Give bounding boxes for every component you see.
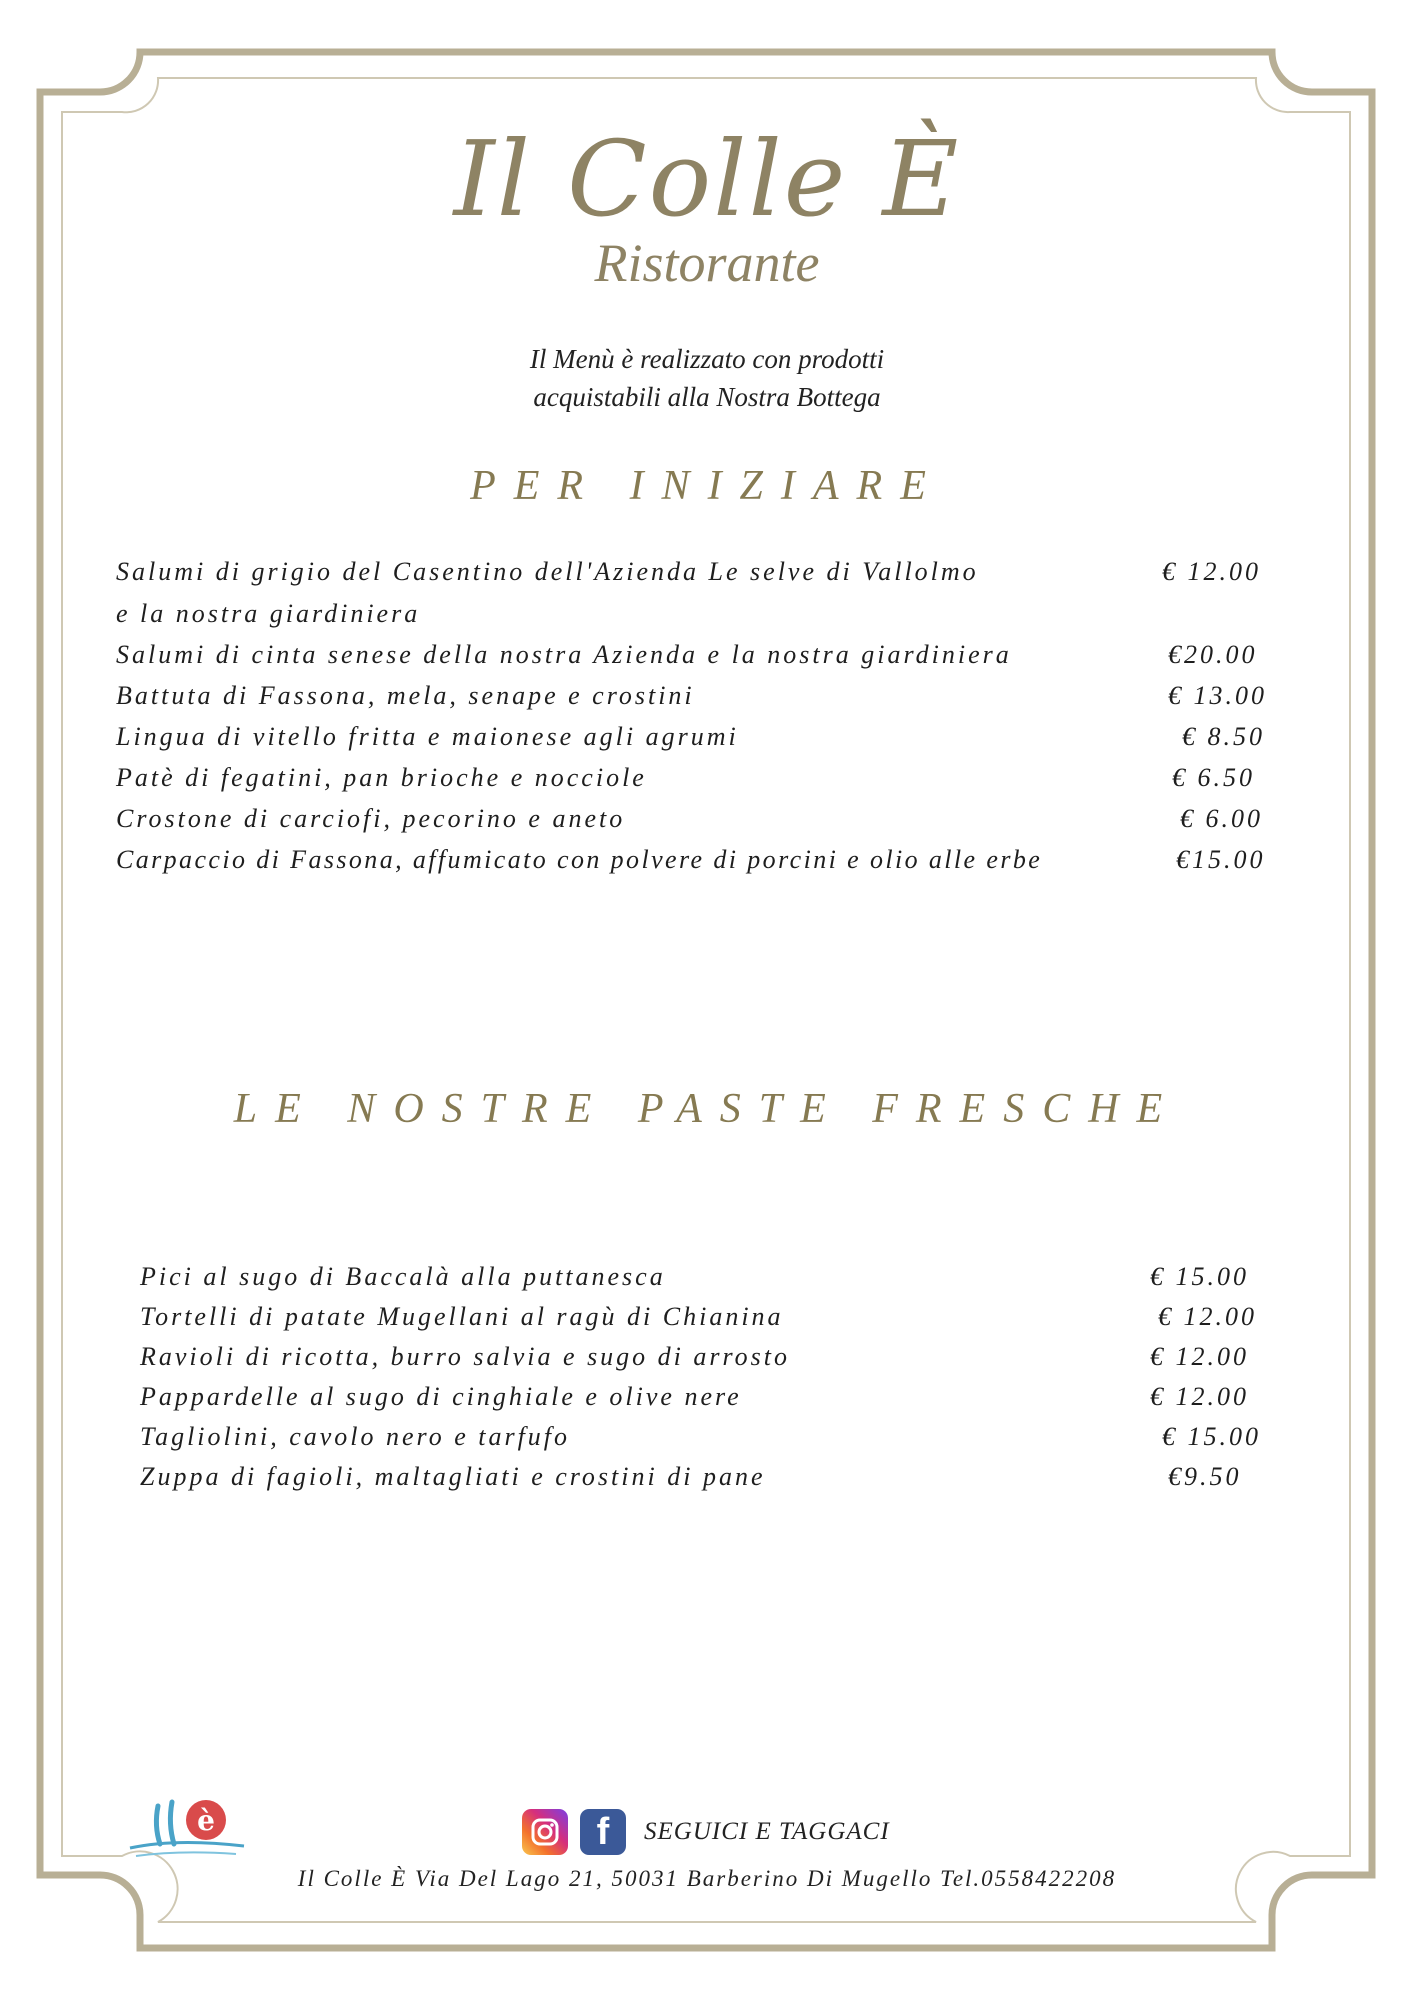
section-title-paste-fresche: LE NOSTRE PASTE FRESCHE: [233, 1086, 1181, 1132]
social-label: SEGUICI E TAGGACI: [644, 1818, 890, 1845]
menu-item-name: Salumi di cinta senese della nostra Azienda e la nostra giardiniera: [116, 640, 1012, 669]
menu-item-price: € 15.00: [1150, 1262, 1249, 1291]
section-title-per-iniziare: PER INIZIARE: [470, 463, 944, 509]
menu-item-price: € 12.00: [1158, 1302, 1257, 1331]
menu-item-price: € 15.00: [1162, 1422, 1261, 1451]
menu-item-name: Lingua di vitello fritta e maionese agli agrumi: [116, 722, 739, 751]
intro-line-2: acquistabili alla Nostra Bottega: [533, 382, 881, 412]
menu-item-price: € 13.00: [1168, 681, 1267, 710]
logo-letter: è: [197, 1804, 215, 1837]
menu-item-price: € 8.50: [1182, 722, 1265, 751]
menu-item-price: € 12.00: [1150, 1382, 1249, 1411]
facebook-icon[interactable]: f: [580, 1809, 626, 1855]
menu-item-name-continued: e la nostra giardiniera: [116, 599, 421, 628]
menu-intro: [0, 340, 1414, 416]
social-bar: [522, 1808, 890, 1856]
menu-item-price: € 12.00: [1150, 1342, 1249, 1371]
menu-item-name: Ravioli di ricotta, burro salvia e sugo di arrosto: [140, 1342, 791, 1371]
menu-item-name: Zuppa di fagioli, maltagliati e crostini di pane: [140, 1462, 766, 1491]
menu-item-price: € 6.50: [1172, 763, 1255, 792]
restaurant-logo: [126, 1784, 246, 1864]
restaurant-title: Il Colle È: [453, 118, 961, 240]
menu-item-name: Salumi di grigio del Casentino dell'Azienda Le selve di Vallolmo: [116, 557, 979, 586]
menu-item-name: Tortelli di patate Mugellani al ragù di Chianina: [140, 1302, 784, 1331]
menu-item-price: €20.00: [1168, 640, 1258, 669]
menu-item-price: € 6.00: [1180, 804, 1263, 833]
menu-item-name: Crostone di carciofi, pecorino e aneto: [116, 804, 626, 833]
footer-address: Il Colle È Via Del Lago 21, 50031 Barberino Di Mugello Tel.0558422208: [297, 1866, 1117, 1891]
menu-item-price: €9.50: [1168, 1462, 1242, 1491]
intro-line-1: Il Menù è realizzato con prodotti: [529, 344, 885, 374]
menu-item-name: Carpaccio di Fassona, affumicato con polvere di porcini e olio alle erbe: [116, 845, 1043, 874]
menu-item-name: Pici al sugo di Baccalà alla puttanesca: [140, 1262, 666, 1291]
restaurant-subtitle: Ristorante: [594, 233, 820, 293]
menu-item-name: Pappardelle al sugo di cinghiale e olive nere: [140, 1382, 742, 1411]
menu-item-name: Patè di fegatini, pan brioche e nocciole: [116, 763, 647, 792]
menu-item-price: € 12.00: [1162, 557, 1261, 586]
menu-item-price: €15.00: [1176, 845, 1266, 874]
menu-item-name: Tagliolini, cavolo nero e tarfufo: [140, 1422, 571, 1451]
menu-item-name: Battuta di Fassona, mela, senape e crostini: [116, 681, 695, 710]
instagram-icon[interactable]: [522, 1809, 568, 1855]
